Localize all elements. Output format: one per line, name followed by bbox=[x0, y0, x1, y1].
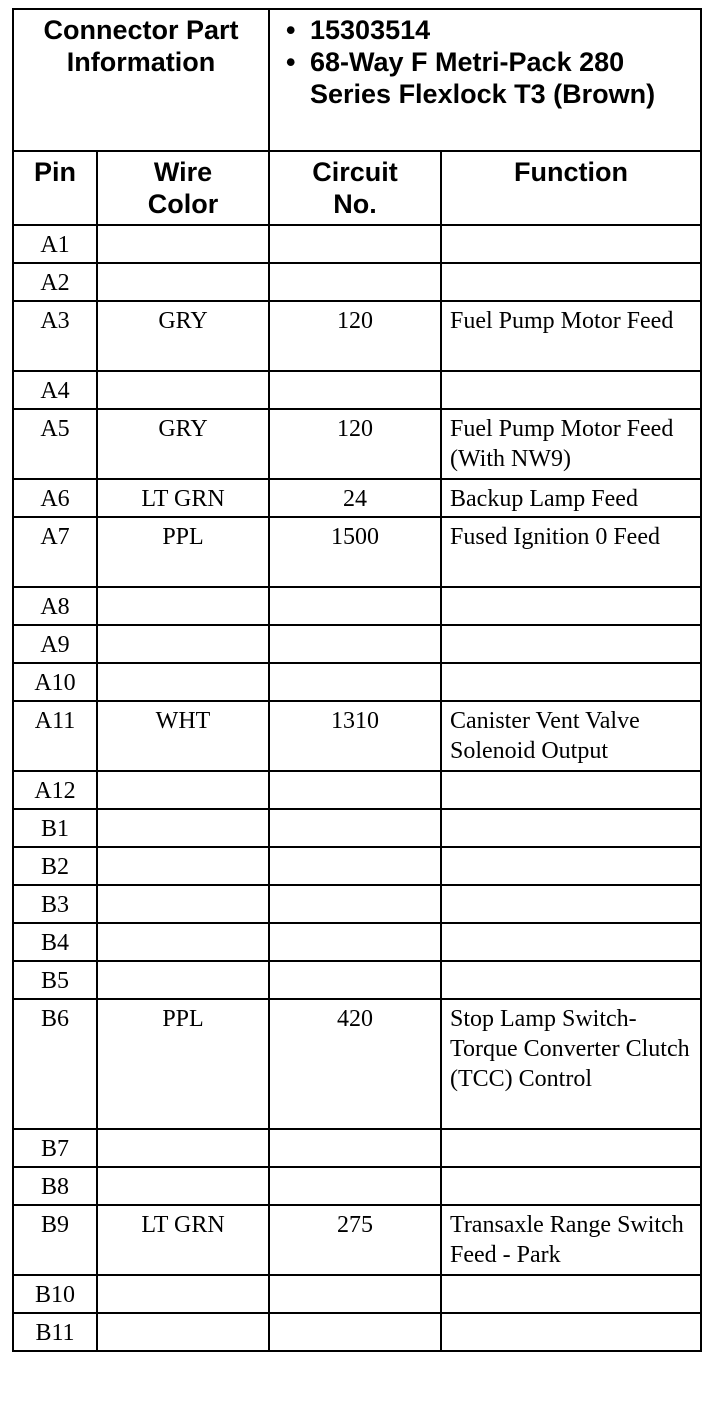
connector-part-details bbox=[269, 9, 701, 151]
table-row bbox=[13, 301, 701, 371]
pin-cell: B6 bbox=[13, 999, 97, 1129]
function-cell bbox=[441, 885, 701, 923]
circuit-cell bbox=[269, 1275, 441, 1313]
connector-description: 68-Way F Metri-Pack 280 Series Flexlock T3 (Brown) bbox=[310, 47, 656, 109]
wire-color-cell bbox=[97, 923, 269, 961]
column-header-wire-color bbox=[97, 151, 269, 225]
circuit-cell bbox=[269, 771, 441, 809]
circuit-cell bbox=[269, 847, 441, 885]
function-cell: Fuel Pump Motor Feed (With NW9) bbox=[441, 409, 701, 479]
circuit-cell bbox=[269, 1129, 441, 1167]
pin-cell: B9 bbox=[13, 1205, 97, 1275]
table-row bbox=[13, 371, 701, 409]
table-row bbox=[13, 1167, 701, 1205]
pin-cell: B7 bbox=[13, 1129, 97, 1167]
wire-color-cell: GRY bbox=[97, 301, 269, 371]
circuit-cell: 1310 bbox=[269, 701, 441, 771]
table-row bbox=[13, 961, 701, 999]
pin-cell: A12 bbox=[13, 771, 97, 809]
circuit-cell bbox=[269, 371, 441, 409]
function-cell bbox=[441, 625, 701, 663]
pin-cell: A8 bbox=[13, 587, 97, 625]
connector-info-row bbox=[13, 9, 701, 151]
pin-cell: A9 bbox=[13, 625, 97, 663]
pin-cell: A5 bbox=[13, 409, 97, 479]
wire-color-cell bbox=[97, 847, 269, 885]
function-cell: Fused Ignition 0 Feed bbox=[441, 517, 701, 587]
wire-color-cell bbox=[97, 587, 269, 625]
circuit-cell: 1500 bbox=[269, 517, 441, 587]
function-cell: Canister Vent Valve Solenoid Output bbox=[441, 701, 701, 771]
function-cell: Backup Lamp Feed bbox=[441, 479, 701, 517]
pin-cell: A1 bbox=[13, 225, 97, 263]
pin-cell: A6 bbox=[13, 479, 97, 517]
connector-pinout-table bbox=[12, 8, 702, 1352]
table-row bbox=[13, 625, 701, 663]
table-row bbox=[13, 409, 701, 479]
circuit-cell bbox=[269, 225, 441, 263]
table-row bbox=[13, 1205, 701, 1275]
wire-color-cell: LT GRN bbox=[97, 479, 269, 517]
circuit-header-line1: Circuit bbox=[312, 157, 398, 187]
table-row bbox=[13, 587, 701, 625]
pin-cell: A2 bbox=[13, 263, 97, 301]
wire-color-header-line2: Color bbox=[147, 189, 219, 219]
wire-color-cell bbox=[97, 225, 269, 263]
connector-part-label-line2: Information bbox=[66, 47, 216, 77]
table-row bbox=[13, 999, 701, 1129]
function-cell bbox=[441, 1313, 701, 1351]
table-row bbox=[13, 1275, 701, 1313]
wire-color-cell: WHT bbox=[97, 701, 269, 771]
circuit-cell bbox=[269, 587, 441, 625]
pin-cell: A7 bbox=[13, 517, 97, 587]
wire-color-cell bbox=[97, 1313, 269, 1351]
circuit-cell: 24 bbox=[269, 479, 441, 517]
bullet-icon: • bbox=[286, 47, 296, 77]
circuit-cell bbox=[269, 663, 441, 701]
pin-rows bbox=[13, 225, 701, 1351]
pin-header-text: Pin bbox=[33, 157, 76, 187]
wire-color-cell bbox=[97, 1129, 269, 1167]
circuit-cell bbox=[269, 1313, 441, 1351]
circuit-cell bbox=[269, 809, 441, 847]
table-row bbox=[13, 923, 701, 961]
wire-color-cell bbox=[97, 809, 269, 847]
wire-color-cell bbox=[97, 263, 269, 301]
part-number-item bbox=[286, 14, 694, 46]
table-row bbox=[13, 701, 701, 771]
function-cell bbox=[441, 923, 701, 961]
pin-cell: B4 bbox=[13, 923, 97, 961]
function-cell bbox=[441, 809, 701, 847]
bullet-icon: • bbox=[286, 15, 296, 45]
table-row bbox=[13, 663, 701, 701]
wire-color-cell bbox=[97, 371, 269, 409]
table-row bbox=[13, 1313, 701, 1351]
function-cell bbox=[441, 587, 701, 625]
connector-table-sheet bbox=[12, 8, 700, 1352]
column-header-circuit-no bbox=[269, 151, 441, 225]
wire-color-cell bbox=[97, 961, 269, 999]
circuit-cell: 120 bbox=[269, 301, 441, 371]
table-row bbox=[13, 479, 701, 517]
connector-part-information-label bbox=[13, 9, 269, 151]
wire-color-cell: PPL bbox=[97, 517, 269, 587]
connector-part-label-line1: Connector Part bbox=[43, 15, 239, 45]
pin-cell: B5 bbox=[13, 961, 97, 999]
circuit-cell: 420 bbox=[269, 999, 441, 1129]
pin-cell: B11 bbox=[13, 1313, 97, 1351]
pin-cell: B2 bbox=[13, 847, 97, 885]
wire-color-cell bbox=[97, 663, 269, 701]
column-header-pin bbox=[13, 151, 97, 225]
connector-description-item bbox=[286, 46, 694, 110]
pin-cell: B3 bbox=[13, 885, 97, 923]
table-row bbox=[13, 771, 701, 809]
function-cell bbox=[441, 847, 701, 885]
pin-cell: A3 bbox=[13, 301, 97, 371]
wire-color-cell bbox=[97, 1167, 269, 1205]
wire-color-header-line1: Wire bbox=[153, 157, 213, 187]
function-cell bbox=[441, 225, 701, 263]
function-cell: Fuel Pump Motor Feed bbox=[441, 301, 701, 371]
circuit-cell: 275 bbox=[269, 1205, 441, 1275]
pin-cell: A4 bbox=[13, 371, 97, 409]
function-cell bbox=[441, 371, 701, 409]
function-cell bbox=[441, 1129, 701, 1167]
table-row bbox=[13, 225, 701, 263]
circuit-cell bbox=[269, 625, 441, 663]
table-row bbox=[13, 517, 701, 587]
column-header-function bbox=[441, 151, 701, 225]
pin-cell: A11 bbox=[13, 701, 97, 771]
table-row bbox=[13, 885, 701, 923]
table-row bbox=[13, 1129, 701, 1167]
circuit-cell: 120 bbox=[269, 409, 441, 479]
circuit-cell bbox=[269, 263, 441, 301]
circuit-cell bbox=[269, 885, 441, 923]
wire-color-cell: LT GRN bbox=[97, 1205, 269, 1275]
function-cell bbox=[441, 771, 701, 809]
pin-cell: B1 bbox=[13, 809, 97, 847]
function-cell bbox=[441, 961, 701, 999]
function-cell bbox=[441, 1275, 701, 1313]
table-row bbox=[13, 809, 701, 847]
column-header-row bbox=[13, 151, 701, 225]
function-cell: Transaxle Range Switch Feed - Park bbox=[441, 1205, 701, 1275]
pin-cell: B8 bbox=[13, 1167, 97, 1205]
wire-color-cell bbox=[97, 625, 269, 663]
function-cell bbox=[441, 663, 701, 701]
table-row bbox=[13, 263, 701, 301]
wire-color-cell bbox=[97, 1275, 269, 1313]
wire-color-cell bbox=[97, 885, 269, 923]
function-cell: Stop Lamp Switch-Torque Converter Clutch (TCC) Control bbox=[441, 999, 701, 1129]
table-row bbox=[13, 847, 701, 885]
wire-color-cell bbox=[97, 771, 269, 809]
pin-cell: A10 bbox=[13, 663, 97, 701]
function-cell bbox=[441, 1167, 701, 1205]
circuit-header-line2: No. bbox=[333, 189, 377, 219]
wire-color-cell: GRY bbox=[97, 409, 269, 479]
circuit-cell bbox=[269, 1167, 441, 1205]
wire-color-cell: PPL bbox=[97, 999, 269, 1129]
function-cell bbox=[441, 263, 701, 301]
circuit-cell bbox=[269, 961, 441, 999]
part-number: 15303514 bbox=[310, 15, 431, 45]
circuit-cell bbox=[269, 923, 441, 961]
function-header-text: Function bbox=[514, 157, 628, 187]
pin-cell: B10 bbox=[13, 1275, 97, 1313]
